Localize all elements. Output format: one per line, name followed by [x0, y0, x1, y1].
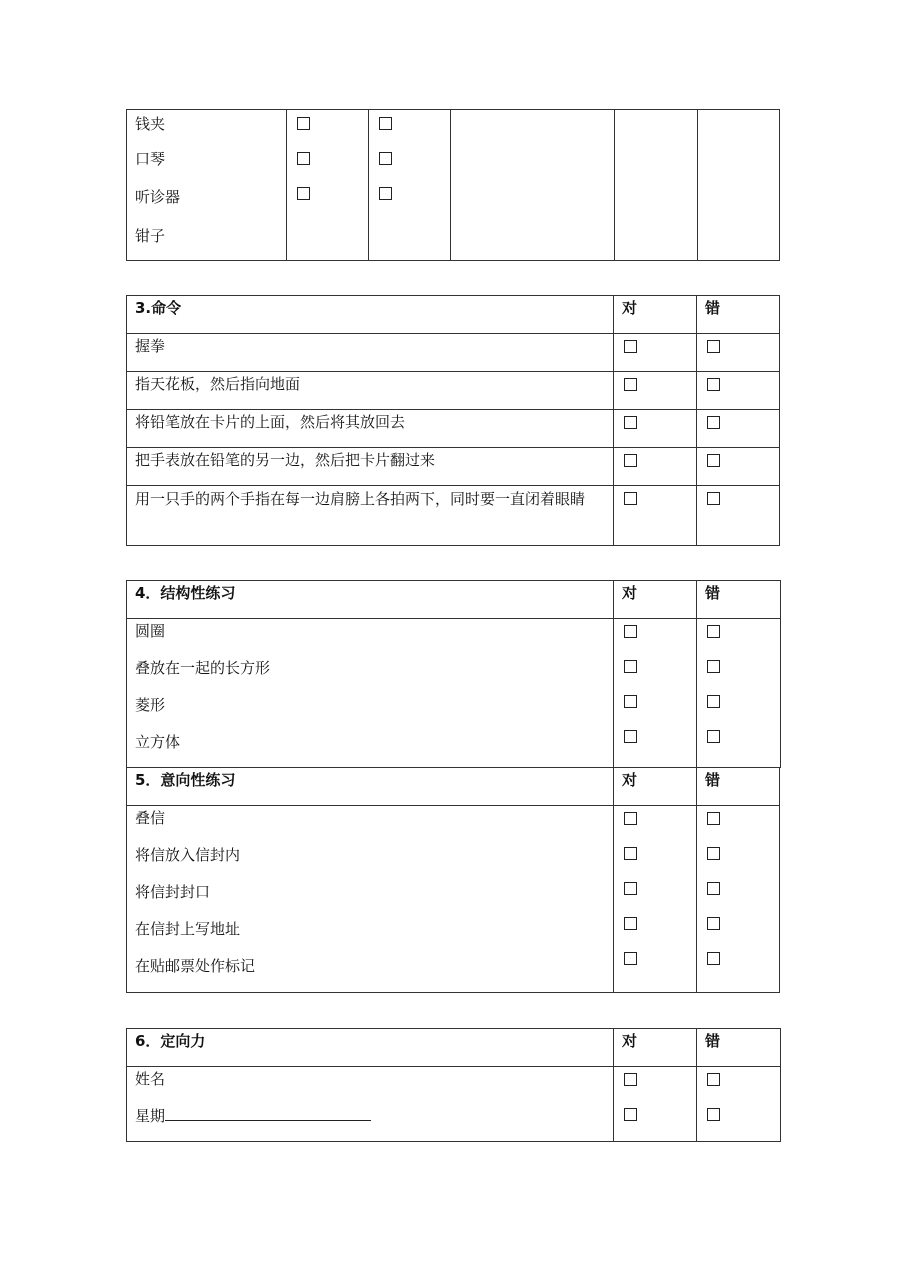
checkbox[interactable]	[707, 625, 720, 638]
orientation-item-row	[127, 1104, 613, 1141]
checkbox[interactable]	[624, 730, 637, 743]
column-header-right: 对	[622, 771, 638, 789]
command-item: 握拳	[135, 337, 166, 355]
orientation-item: 姓名	[135, 1070, 166, 1088]
checkbox[interactable]	[624, 1108, 637, 1121]
section-title: 3.命令	[135, 299, 182, 317]
command-item: 指天花板，然后指向地面	[135, 375, 301, 393]
command-item: 把手表放在铅笔的另一边，然后把卡片翻过来	[135, 451, 436, 469]
checkbox[interactable]	[624, 917, 637, 930]
object-naming-table	[126, 109, 780, 261]
object-item: 口琴	[135, 150, 166, 168]
commands-table	[126, 295, 780, 546]
column-header-wrong: 错	[705, 771, 721, 789]
task-item: 在信封上写地址	[135, 920, 241, 938]
checkbox[interactable]	[379, 117, 392, 130]
checkbox[interactable]	[624, 378, 637, 391]
checkbox[interactable]	[707, 660, 720, 673]
checkbox[interactable]	[624, 812, 637, 825]
checkbox[interactable]	[379, 187, 392, 200]
checkbox[interactable]	[624, 952, 637, 965]
object-item: 听诊器	[135, 188, 181, 206]
empty-cell	[698, 110, 780, 261]
shape-item: 菱形	[135, 696, 166, 714]
checkbox[interactable]	[707, 882, 720, 895]
checkbox[interactable]	[707, 492, 720, 505]
checkbox[interactable]	[624, 1073, 637, 1086]
orientation-item: 星期	[135, 1107, 166, 1125]
object-list-cell	[127, 110, 287, 261]
checkbox[interactable]	[379, 152, 392, 165]
checkbox[interactable]	[707, 847, 720, 860]
checkbox[interactable]	[707, 454, 720, 467]
answer-blank[interactable]	[165, 1105, 371, 1121]
checkbox[interactable]	[707, 952, 720, 965]
task-item: 将信封封口	[135, 883, 211, 901]
checkbox[interactable]	[707, 730, 720, 743]
shape-item: 立方体	[135, 733, 181, 751]
object-item: 钱夹	[135, 115, 166, 133]
checkbox[interactable]	[624, 625, 637, 638]
section-title: 6．定向力	[135, 1032, 206, 1050]
orientation-table	[126, 1028, 781, 1142]
checkbox[interactable]	[624, 454, 637, 467]
shape-item: 叠放在一起的长方形	[135, 659, 271, 677]
checkbox[interactable]	[624, 340, 637, 353]
column-header-right: 对	[622, 584, 638, 602]
intentional-practice-table	[126, 767, 780, 993]
empty-cell	[451, 110, 615, 261]
shape-item: 圆圈	[135, 622, 166, 640]
task-item: 叠信	[135, 809, 166, 827]
column-header-wrong: 错	[705, 1032, 721, 1050]
empty-cell	[615, 110, 698, 261]
checkbox[interactable]	[624, 882, 637, 895]
task-item: 将信放入信封内	[135, 846, 241, 864]
checkbox[interactable]	[624, 416, 637, 429]
checkbox[interactable]	[624, 660, 637, 673]
column-header-right: 对	[622, 299, 638, 317]
checkbox-column	[369, 110, 451, 261]
checkbox[interactable]	[707, 695, 720, 708]
section-title: 5．意向性练习	[135, 771, 236, 789]
command-item: 用一只手的两个手指在每一边肩膀上各拍两下，同时要一直闭着眼睛	[135, 490, 586, 508]
checkbox[interactable]	[297, 187, 310, 200]
object-item: 钳子	[135, 227, 166, 245]
checkbox[interactable]	[707, 340, 720, 353]
checkbox[interactable]	[707, 1108, 720, 1121]
checkbox[interactable]	[624, 695, 637, 708]
checkbox[interactable]	[297, 152, 310, 165]
task-item: 在贴邮票处作标记	[135, 957, 256, 975]
checkbox-column	[287, 110, 369, 261]
checkbox[interactable]	[707, 378, 720, 391]
checkbox[interactable]	[707, 917, 720, 930]
checkbox[interactable]	[624, 847, 637, 860]
command-item: 将铅笔放在卡片的上面，然后将其放回去	[135, 413, 406, 431]
constructive-practice-table	[126, 580, 781, 768]
column-header-wrong: 错	[705, 584, 721, 602]
checkbox[interactable]	[707, 812, 720, 825]
column-header-wrong: 错	[705, 299, 721, 317]
checkbox[interactable]	[624, 492, 637, 505]
checkbox[interactable]	[707, 416, 720, 429]
checkbox[interactable]	[707, 1073, 720, 1086]
section-title: 4．结构性练习	[135, 584, 236, 602]
column-header-right: 对	[622, 1032, 638, 1050]
checkbox[interactable]	[297, 117, 310, 130]
